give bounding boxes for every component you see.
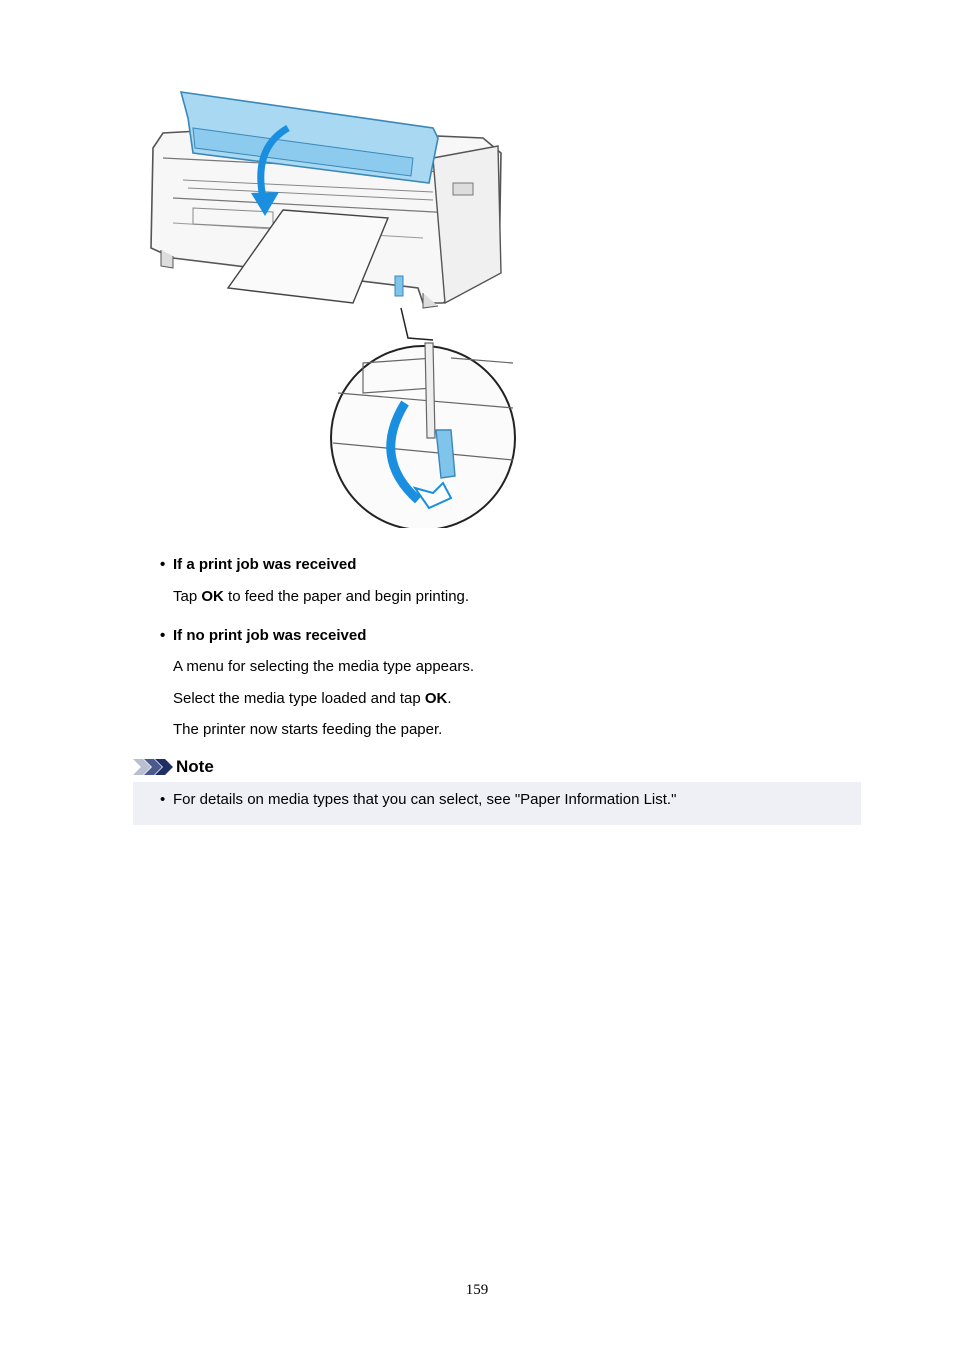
note-box xyxy=(133,782,861,825)
paragraph: A menu for selecting the media type appears. xyxy=(173,658,475,675)
bullet-icon: • xyxy=(160,556,166,573)
paragraph: Select the media type loaded and tap OK. xyxy=(173,690,452,707)
section-heading-print-job-received: • If a print job was received xyxy=(160,556,357,573)
bullet-icon: • xyxy=(160,627,166,644)
printer-illustration xyxy=(133,88,521,528)
section-heading-no-print-job: • If no print job was received xyxy=(160,627,367,644)
note-title: Note xyxy=(176,757,214,776)
note-arrows-icon xyxy=(133,759,175,775)
paragraph: Tap OK to feed the paper and begin printing. xyxy=(173,588,470,605)
bullet-icon: • xyxy=(160,791,166,808)
paragraph: The printer now starts feeding the paper. xyxy=(173,721,443,738)
note-item: • For details on media types that you can select, see "Paper Information List." xyxy=(160,791,677,808)
page-number: 159 xyxy=(465,1282,489,1298)
